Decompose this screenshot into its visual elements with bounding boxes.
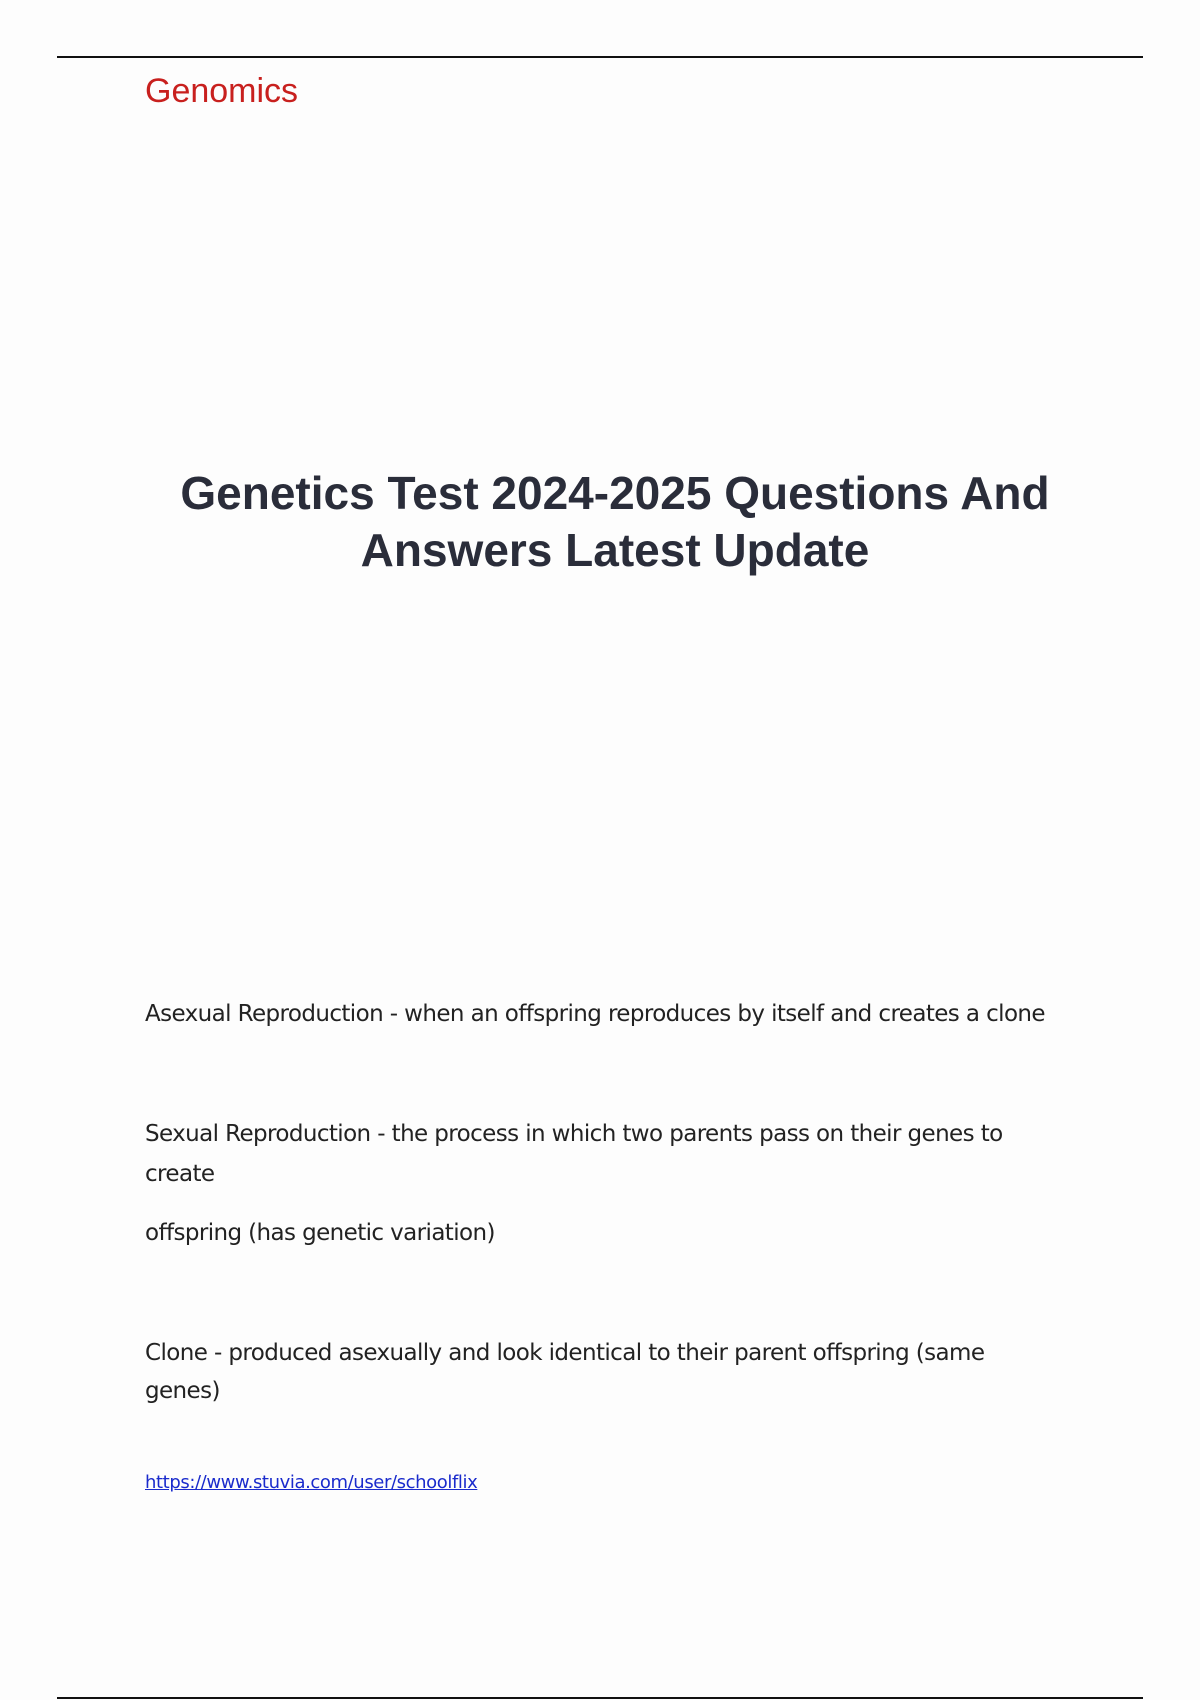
entry-asexual: Asexual Reproduction - when an offspring reproduces by itself and creates a clone [145, 1001, 1045, 1027]
entry-sexual-cont: offspring (has genetic variation) [145, 1220, 495, 1246]
entry-sexual: Sexual Reproduction - the process in which two parents pass on their genes to create [145, 1121, 1003, 1187]
stuvia-link[interactable]: https://www.stuvia.com/user/schoolflix [145, 1472, 478, 1493]
top-rule [57, 56, 1143, 58]
entry-clone: Clone - produced asexually and look identical to their parent offspring (same genes) [145, 1340, 985, 1404]
document-title: Genetics Test 2024-2025 Questions And Answers Latest Update [180, 467, 1050, 576]
header-label: Genomics [145, 72, 299, 110]
bottom-rule [57, 1697, 1143, 1699]
